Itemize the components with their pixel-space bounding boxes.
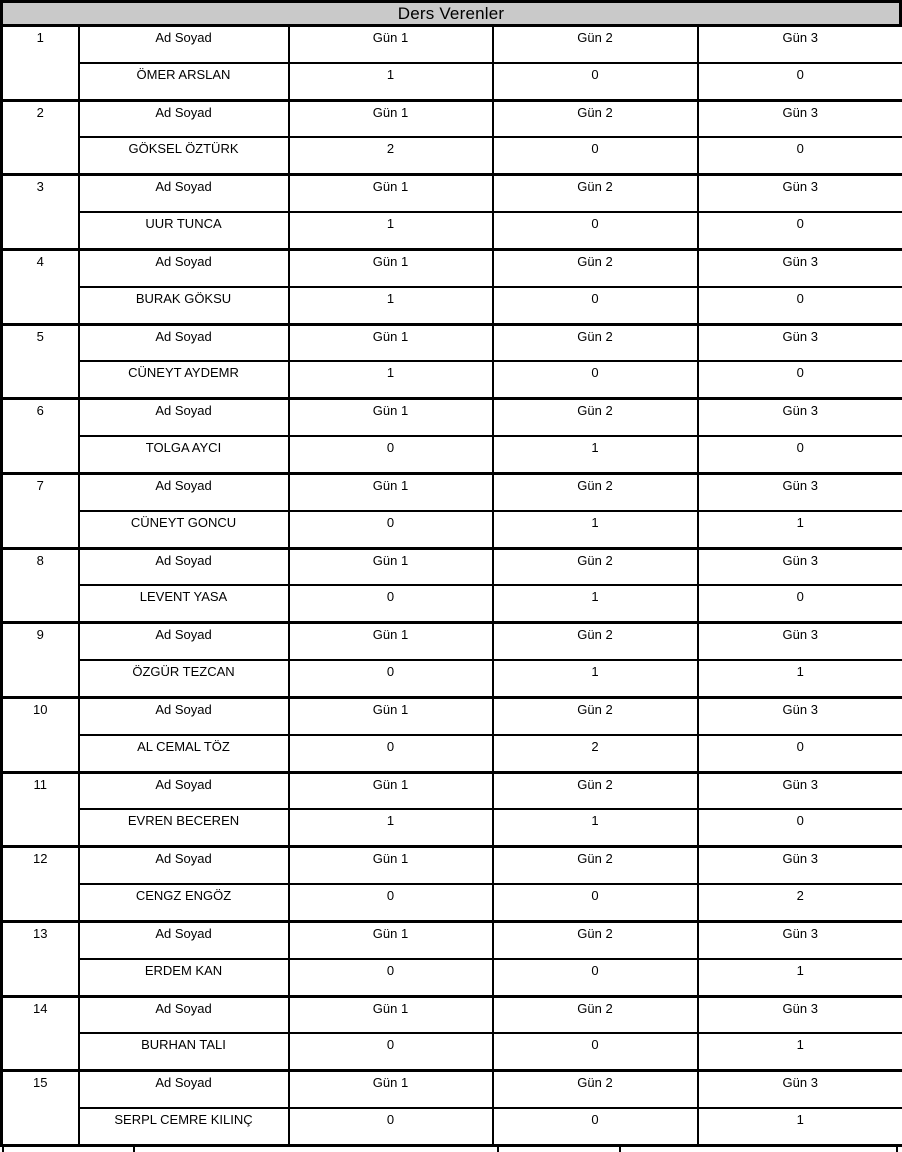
col-header-gun-2: Gün 2 bbox=[493, 548, 698, 585]
col-header-ad-soyad: Ad Soyad bbox=[79, 249, 289, 286]
col-header-gun-2: Gün 2 bbox=[493, 249, 698, 286]
gun-2-value: 0 bbox=[493, 959, 698, 996]
gun-1-value: 0 bbox=[289, 1108, 493, 1145]
col-header-gun-1: Gün 1 bbox=[289, 100, 493, 137]
table-row-values bbox=[2, 884, 902, 921]
gun-3-value: 2 bbox=[698, 884, 902, 921]
col-header-ad-soyad: Ad Soyad bbox=[79, 623, 289, 660]
table-row-values bbox=[2, 660, 902, 697]
table-row-header bbox=[2, 175, 902, 212]
gun-2-value: 0 bbox=[493, 361, 698, 398]
col-header-ad-soyad: Ad Soyad bbox=[79, 473, 289, 510]
col-header-gun-3: Gün 3 bbox=[698, 26, 902, 63]
col-header-gun-2: Gün 2 bbox=[493, 623, 698, 660]
gun-1-value: 2 bbox=[289, 137, 493, 174]
instructor-name: UUR TUNCA bbox=[79, 212, 289, 249]
col-header-ad-soyad: Ad Soyad bbox=[79, 772, 289, 809]
col-header-gun-1: Gün 1 bbox=[289, 772, 493, 809]
gun-1-value: 1 bbox=[289, 212, 493, 249]
gun-3-value: 0 bbox=[698, 361, 902, 398]
col-header-ad-soyad: Ad Soyad bbox=[79, 1071, 289, 1108]
col-header-gun-3: Gün 3 bbox=[698, 175, 902, 212]
row-number: 13 bbox=[2, 921, 79, 996]
gun-1-value: 0 bbox=[289, 585, 493, 622]
col-header-gun-2: Gün 2 bbox=[493, 399, 698, 436]
table-border-stub bbox=[2, 1147, 4, 1152]
gun-3-value: 0 bbox=[698, 287, 902, 324]
table-row-header bbox=[2, 847, 902, 884]
table-row-header bbox=[2, 623, 902, 660]
gun-2-value: 0 bbox=[493, 884, 698, 921]
table-row-values bbox=[2, 436, 902, 473]
table-row-header bbox=[2, 26, 902, 63]
table-row-header bbox=[2, 100, 902, 137]
col-header-gun-3: Gün 3 bbox=[698, 548, 902, 585]
col-header-gun-2: Gün 2 bbox=[493, 1071, 698, 1108]
instructor-name: ÖZGÜR TEZCAN bbox=[79, 660, 289, 697]
col-header-gun-3: Gün 3 bbox=[698, 399, 902, 436]
row-number: 3 bbox=[2, 175, 79, 250]
row-number: 12 bbox=[2, 847, 79, 922]
table-row-header bbox=[2, 324, 902, 361]
gun-2-value: 1 bbox=[493, 436, 698, 473]
col-header-ad-soyad: Ad Soyad bbox=[79, 921, 289, 958]
table-row-header bbox=[2, 548, 902, 585]
row-number: 10 bbox=[2, 697, 79, 772]
col-header-gun-2: Gün 2 bbox=[493, 697, 698, 734]
col-header-gun-3: Gün 3 bbox=[698, 847, 902, 884]
col-header-gun-2: Gün 2 bbox=[493, 772, 698, 809]
instructor-name: LEVENT YASA bbox=[79, 585, 289, 622]
col-header-gun-1: Gün 1 bbox=[289, 996, 493, 1033]
col-header-gun-2: Gün 2 bbox=[493, 324, 698, 361]
col-header-gun-1: Gün 1 bbox=[289, 26, 493, 63]
gun-2-value: 1 bbox=[493, 660, 698, 697]
gun-3-value: 0 bbox=[698, 585, 902, 622]
instructor-name: GÖKSEL ÖZTÜRK bbox=[79, 137, 289, 174]
gun-1-value: 0 bbox=[289, 511, 493, 548]
gun-3-value: 0 bbox=[698, 212, 902, 249]
table-row-values bbox=[2, 63, 902, 100]
instructor-name: CÜNEYT GONCU bbox=[79, 511, 289, 548]
col-header-ad-soyad: Ad Soyad bbox=[79, 697, 289, 734]
gun-3-value: 1 bbox=[698, 511, 902, 548]
col-header-ad-soyad: Ad Soyad bbox=[79, 26, 289, 63]
gun-3-value: 0 bbox=[698, 63, 902, 100]
table-row-values bbox=[2, 137, 902, 174]
col-header-gun-3: Gün 3 bbox=[698, 1071, 902, 1108]
table-row-values bbox=[2, 511, 902, 548]
col-header-gun-2: Gün 2 bbox=[493, 921, 698, 958]
table-row-values bbox=[2, 1108, 902, 1145]
col-header-gun-2: Gün 2 bbox=[493, 175, 698, 212]
gun-1-value: 0 bbox=[289, 660, 493, 697]
page-title: Ders Verenler bbox=[397, 3, 505, 23]
col-header-gun-1: Gün 1 bbox=[289, 175, 493, 212]
col-header-gun-2: Gün 2 bbox=[493, 26, 698, 63]
table-row-header bbox=[2, 996, 902, 1033]
row-number: 15 bbox=[2, 1071, 79, 1146]
table-row-values bbox=[2, 212, 902, 249]
instructor-name: BURAK GÖKSU bbox=[79, 287, 289, 324]
col-header-gun-2: Gün 2 bbox=[493, 473, 698, 510]
gun-3-value: 1 bbox=[698, 959, 902, 996]
col-header-gun-3: Gün 3 bbox=[698, 921, 902, 958]
col-header-gun-1: Gün 1 bbox=[289, 399, 493, 436]
gun-2-value: 0 bbox=[493, 63, 698, 100]
instructor-name: CÜNEYT AYDEMR bbox=[79, 361, 289, 398]
row-number: 6 bbox=[2, 399, 79, 474]
col-header-gun-1: Gün 1 bbox=[289, 548, 493, 585]
gun-2-value: 0 bbox=[493, 1033, 698, 1070]
col-header-ad-soyad: Ad Soyad bbox=[79, 847, 289, 884]
gun-2-value: 1 bbox=[493, 511, 698, 548]
col-header-ad-soyad: Ad Soyad bbox=[79, 996, 289, 1033]
table-row-values bbox=[2, 585, 902, 622]
col-header-gun-1: Gün 1 bbox=[289, 847, 493, 884]
col-header-gun-1: Gün 1 bbox=[289, 473, 493, 510]
row-number: 9 bbox=[2, 623, 79, 698]
table-row-values bbox=[2, 361, 902, 398]
gun-3-value: 0 bbox=[698, 436, 902, 473]
col-header-ad-soyad: Ad Soyad bbox=[79, 324, 289, 361]
col-header-gun-3: Gün 3 bbox=[698, 697, 902, 734]
instructor-name: ÖMER ARSLAN bbox=[79, 63, 289, 100]
col-header-gun-3: Gün 3 bbox=[698, 473, 902, 510]
col-header-gun-3: Gün 3 bbox=[698, 100, 902, 137]
table-row-header bbox=[2, 1071, 902, 1108]
table-row-values bbox=[2, 1033, 902, 1070]
col-header-gun-1: Gün 1 bbox=[289, 921, 493, 958]
col-header-gun-2: Gün 2 bbox=[493, 100, 698, 137]
gun-1-value: 0 bbox=[289, 436, 493, 473]
row-number: 11 bbox=[2, 772, 79, 847]
table-row-header bbox=[2, 772, 902, 809]
col-header-gun-1: Gün 1 bbox=[289, 623, 493, 660]
col-header-gun-3: Gün 3 bbox=[698, 996, 902, 1033]
ders-verenler-table bbox=[0, 24, 902, 1147]
row-number: 5 bbox=[2, 324, 79, 399]
table-row-header bbox=[2, 249, 902, 286]
next-page-table-fragment bbox=[0, 1147, 902, 1152]
gun-3-value: 1 bbox=[698, 660, 902, 697]
gun-1-value: 0 bbox=[289, 1033, 493, 1070]
row-number: 14 bbox=[2, 996, 79, 1071]
col-header-gun-2: Gün 2 bbox=[493, 996, 698, 1033]
instructor-name: ERDEM KAN bbox=[79, 959, 289, 996]
row-number: 7 bbox=[2, 473, 79, 548]
gun-2-value: 0 bbox=[493, 212, 698, 249]
col-header-gun-1: Gün 1 bbox=[289, 1071, 493, 1108]
table-row-header bbox=[2, 921, 902, 958]
table-row-values bbox=[2, 959, 902, 996]
gun-3-value: 0 bbox=[698, 809, 902, 846]
table-border-stub bbox=[619, 1147, 621, 1152]
gun-2-value: 1 bbox=[493, 585, 698, 622]
table-row-values bbox=[2, 287, 902, 324]
gun-2-value: 0 bbox=[493, 287, 698, 324]
col-header-gun-2: Gün 2 bbox=[493, 847, 698, 884]
gun-3-value: 0 bbox=[698, 735, 902, 772]
col-header-ad-soyad: Ad Soyad bbox=[79, 548, 289, 585]
gun-2-value: 0 bbox=[493, 137, 698, 174]
gun-1-value: 1 bbox=[289, 361, 493, 398]
instructor-name: AL CEMAL TÖZ bbox=[79, 735, 289, 772]
table-row-header bbox=[2, 399, 902, 436]
col-header-gun-1: Gün 1 bbox=[289, 324, 493, 361]
instructor-name: SERPL CEMRE KILINÇ bbox=[79, 1108, 289, 1145]
gun-3-value: 0 bbox=[698, 137, 902, 174]
gun-1-value: 1 bbox=[289, 809, 493, 846]
gun-2-value: 2 bbox=[493, 735, 698, 772]
col-header-ad-soyad: Ad Soyad bbox=[79, 100, 289, 137]
row-number: 2 bbox=[2, 100, 79, 175]
gun-1-value: 1 bbox=[289, 63, 493, 100]
gun-3-value: 1 bbox=[698, 1033, 902, 1070]
instructor-name: EVREN BECEREN bbox=[79, 809, 289, 846]
col-header-gun-1: Gün 1 bbox=[289, 249, 493, 286]
gun-1-value: 0 bbox=[289, 884, 493, 921]
gun-1-value: 0 bbox=[289, 735, 493, 772]
table-title-bar bbox=[0, 0, 902, 24]
table-row-header bbox=[2, 697, 902, 734]
instructor-name: TOLGA AYCI bbox=[79, 436, 289, 473]
col-header-gun-3: Gün 3 bbox=[698, 623, 902, 660]
gun-2-value: 1 bbox=[493, 809, 698, 846]
instructor-name: CENGZ ENGÖZ bbox=[79, 884, 289, 921]
col-header-ad-soyad: Ad Soyad bbox=[79, 399, 289, 436]
col-header-gun-3: Gün 3 bbox=[698, 324, 902, 361]
table-row-values bbox=[2, 809, 902, 846]
col-header-ad-soyad: Ad Soyad bbox=[79, 175, 289, 212]
row-number: 1 bbox=[2, 26, 79, 101]
col-header-gun-3: Gün 3 bbox=[698, 249, 902, 286]
table-border-stub bbox=[497, 1147, 499, 1152]
table-border-stub bbox=[896, 1147, 898, 1152]
table-border-stub bbox=[133, 1147, 135, 1152]
col-header-gun-1: Gün 1 bbox=[289, 697, 493, 734]
gun-1-value: 1 bbox=[289, 287, 493, 324]
gun-3-value: 1 bbox=[698, 1108, 902, 1145]
gun-2-value: 0 bbox=[493, 1108, 698, 1145]
col-header-gun-3: Gün 3 bbox=[698, 772, 902, 809]
instructor-name: BURHAN TALI bbox=[79, 1033, 289, 1070]
gun-1-value: 0 bbox=[289, 959, 493, 996]
row-number: 8 bbox=[2, 548, 79, 623]
table-row-values bbox=[2, 735, 902, 772]
table-row-header bbox=[2, 473, 902, 510]
row-number: 4 bbox=[2, 249, 79, 324]
